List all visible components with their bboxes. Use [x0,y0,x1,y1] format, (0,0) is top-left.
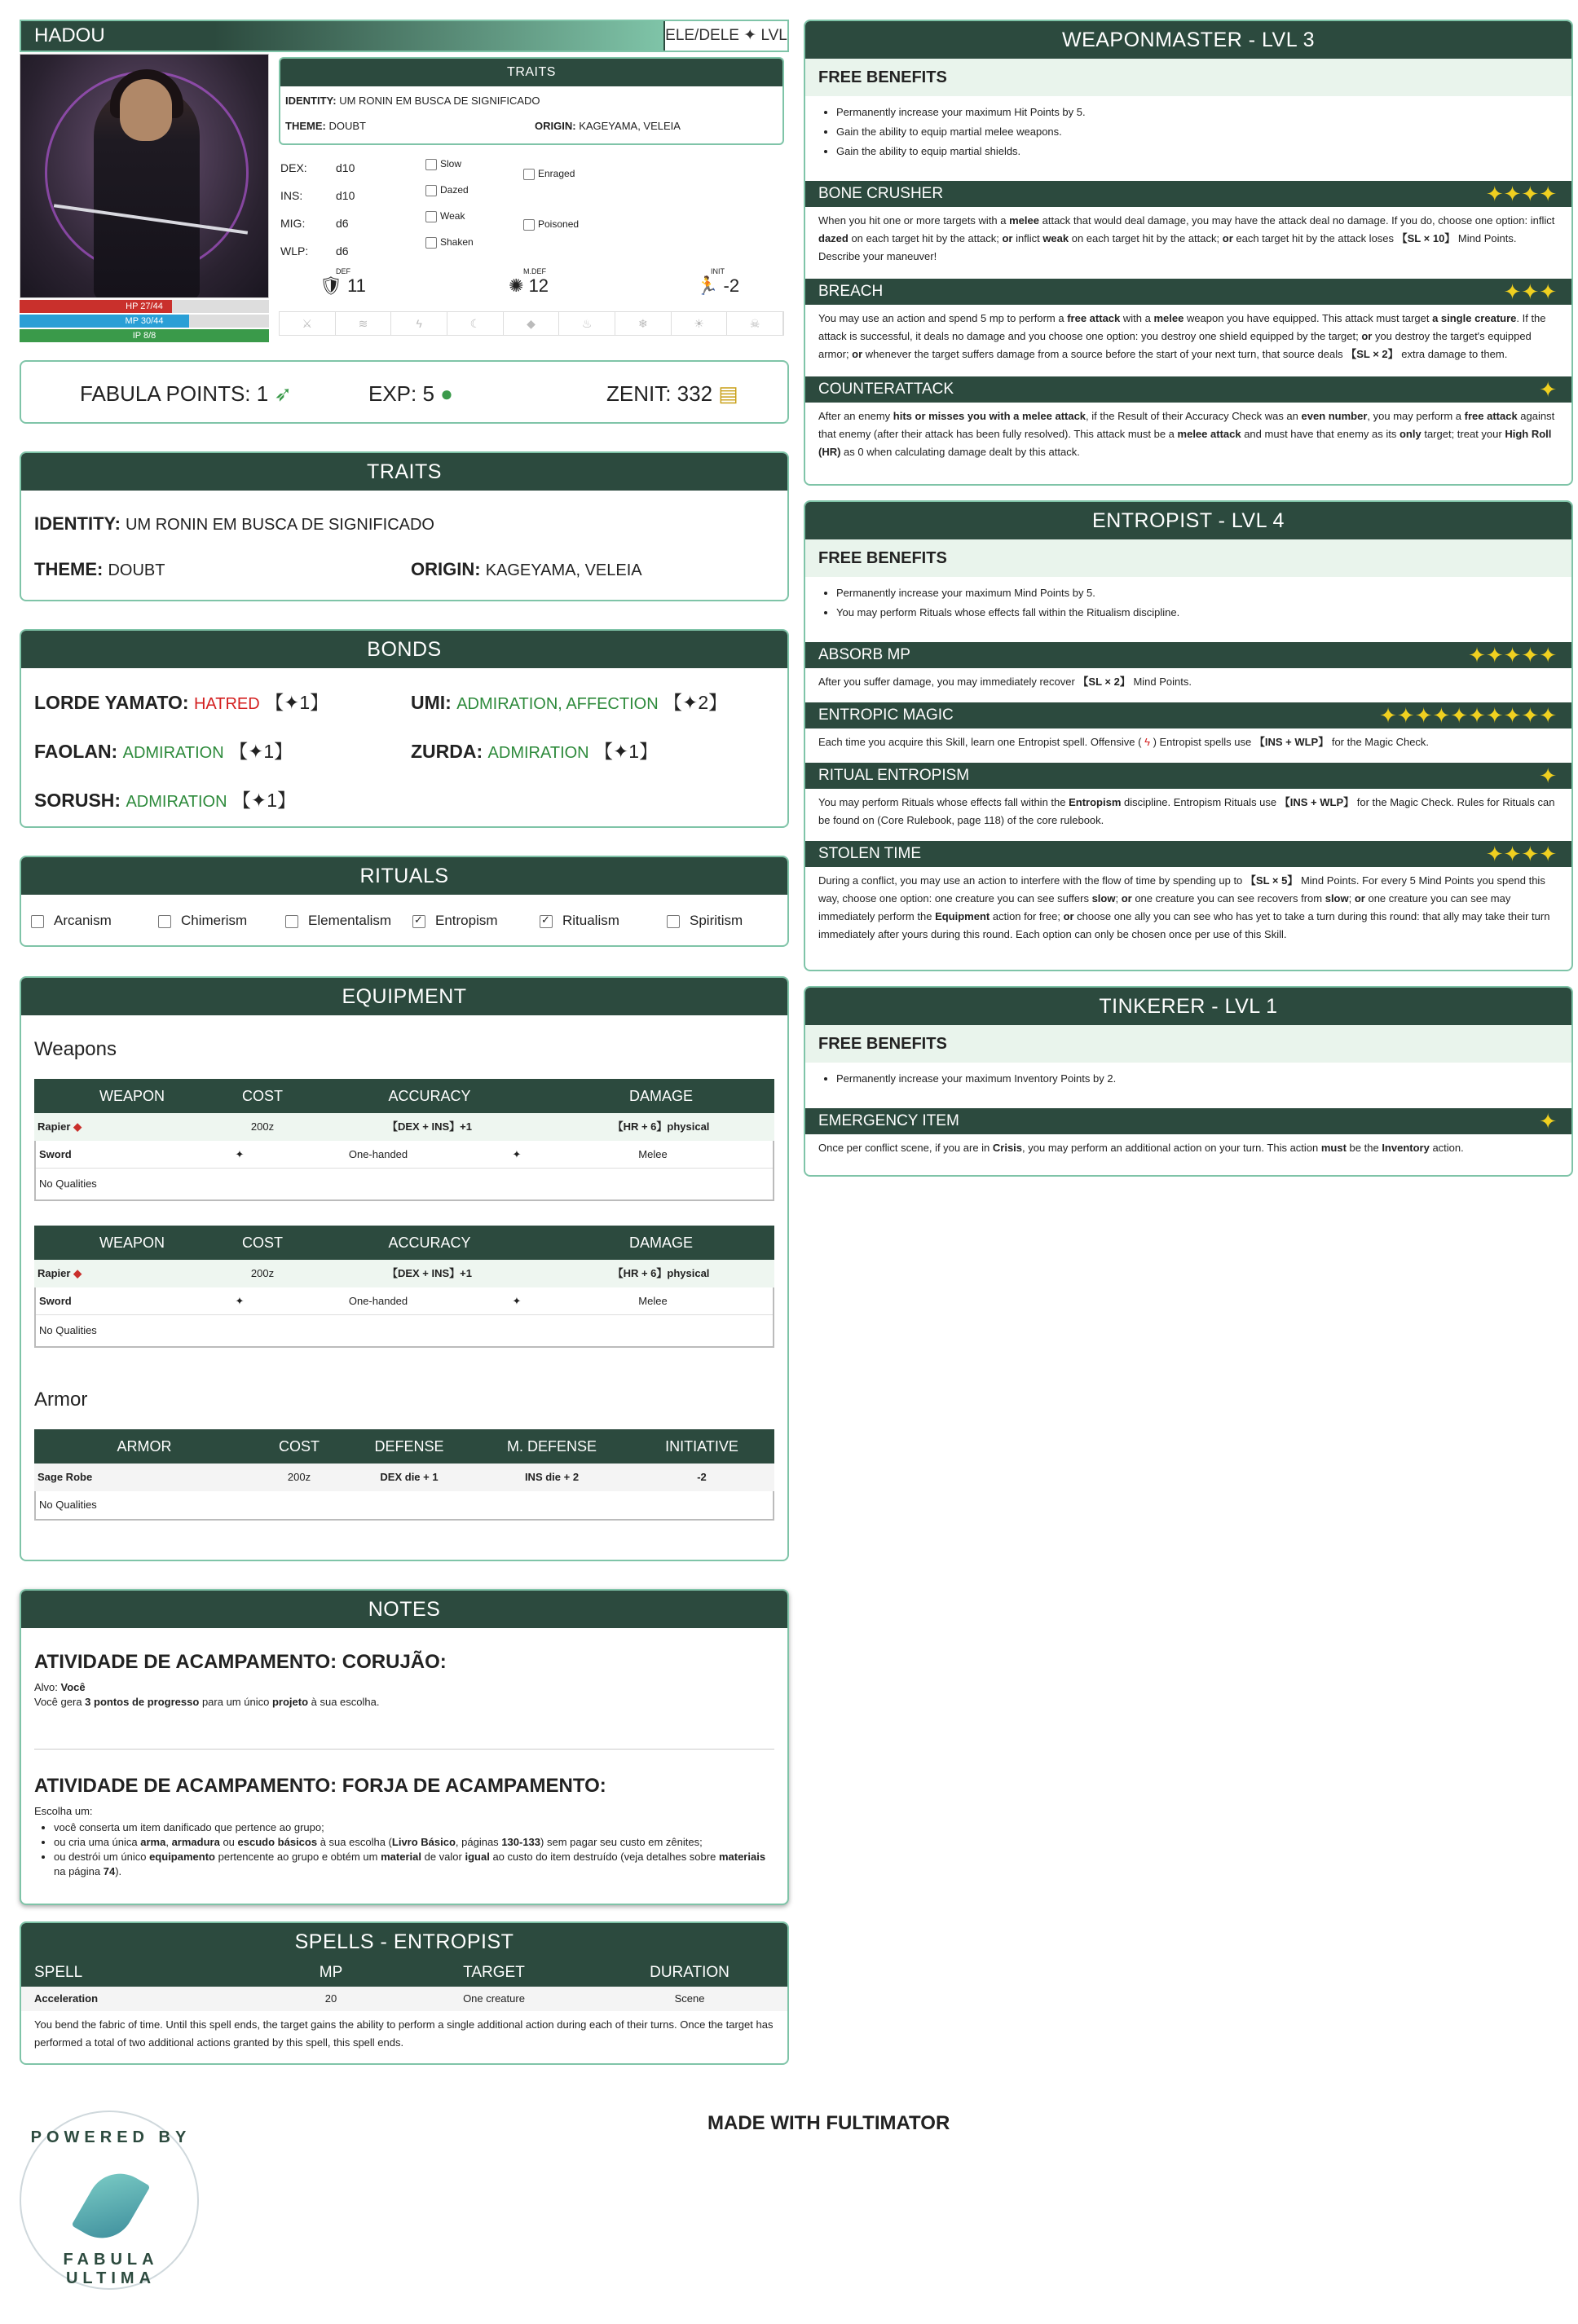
spell-row: Acceleration 20 One creature Scene [21,1987,787,2011]
note2-body: Escolha um: • você conserta um item danificado que pertence ao grupo; • ou cria uma única arma, armadura ou escudo básicos à sua escolha (Livro Básico, páginas 130-133) sem pagar seu custo em zênites; • ou destrói um único equipamento pertencente ao grupo e obtém um material de valor igual ao custo do item destruído (veja detalhes sobre materiais na página 74). [34,1804,768,1879]
status-shaken[interactable]: Shaken [425,236,474,249]
ritual-checkbox[interactable] [540,915,553,928]
status-slow[interactable]: Slow [425,158,461,170]
entropic-magic-desc: Each time you acquire this Skill, learn one Entropist spell. Offensive ( ϟ ) Entropist spells use 【INS + WLP】 for the Magic Check. [818,736,1430,748]
skill-stars-icon: ✦✦✦✦✦ [1468,643,1557,667]
mini-traits-title: TRAITS [280,59,782,86]
skill-stars-icon: ✦ [1539,377,1557,402]
mini-traits-box: TRAITS IDENTITY: UM RONIN EM BUSCA DE SIGNIFICADO THEME: DOUBT ORIGIN: KAGEYAMA, VELEIA [279,57,784,145]
bonds-card [20,629,789,828]
spell-desc: You bend the fabric of time. Until this spell ends, the target gains the ability to perform a single additional action during each of their turns. Once the target has performed a total of two additional actions granted by this spell, this spell ends. [34,2018,774,2049]
weaponmaster-title: WEAPONMASTER - LVL 3 [805,21,1571,59]
armor-heading: Armor [34,1389,88,1411]
mini-theme: DOUBT [328,120,366,132]
tink-free-title: FREE BENEFITS [805,1025,1571,1063]
made-with-label: MADE WITH FULTIMATOR [707,2112,950,2134]
feather-icon: ➶ [274,381,293,406]
ritual-entropism-desc: You may perform Rituals whose effects fall within the Entropism discipline. Entropism Rituals use 【INS + WLP】 for the Magic Check. Rules for Rituals can be found on (Core Rulebook, page 118) of the core rulebook. [818,796,1555,826]
mdef-value: ✺ 12 [509,275,549,296]
skill-stolen-time: STOLEN TIME ✦✦✦✦ [805,841,1571,867]
bonds-title: BONDS [21,631,787,668]
character-sheet [20,20,789,346]
skill-stars-icon: ✦✦✦✦ [1485,842,1557,866]
coins-icon: ▤ [718,381,738,406]
attr-dex-die: d10 [336,161,355,174]
mp-bar: MP 30/44 [20,315,269,328]
spells-card: SPELLS - ENTROPIST SPELL MP TARGET DURATION Acceleration 20 One creature Scene You bend the fabric of time. Until this spell ends, the target gains the ability to perform a single additional action during each of their turns. Once the target has performed a total of two additional actions granted by this spell, this spell ends. [20,1921,789,2065]
ritual-chimerism[interactable]: Chimerism [158,913,247,929]
note2-title: ATIVIDADE DE ACAMPAMENTO: FORJA DE ACAMPAMENTO: [34,1775,606,1797]
spells-title: SPELLS - ENTROPIST [21,1923,787,1961]
skill-entropic-magic: ENTROPIC MAGIC ✦✦✦✦✦✦✦✦✦✦ [805,702,1571,728]
poison-icon: ☠ [727,312,783,335]
entropist-title: ENTROPIST - LVL 4 [805,502,1571,539]
notes-title: NOTES [21,1591,787,1628]
tinkerer-card [804,986,1573,1177]
skill-stars-icon: ✦✦✦ [1503,279,1557,304]
skill-stars-icon: ✦✦✦✦ [1485,182,1557,206]
exp-points: EXP: 5 ● [368,381,453,406]
bond-item: ZURDA: ADMIRATION 【✦1】 [411,741,659,762]
rituals-title: RITUALS [21,857,787,895]
skill-stars-icon: ✦ [1539,764,1557,788]
points-bar [20,360,789,424]
wm-free-list: • Permanently increase your maximum Hit Points by 5. • Gain the ability to equip martial melee weapons. • Gain the ability to equip martial shields. [805,96,1571,181]
character-titlebar [20,20,789,52]
mini-identity: UM RONIN EM BUSCA DE SIGNIFICADO [339,95,540,107]
bond-item: UMI: ADMIRATION, AFFECTION 【✦2】 [411,692,728,713]
magic-shield-icon: ✺ [509,275,524,296]
ritual-arcanism[interactable]: Arcanism [31,913,112,929]
skill-stars-icon: ✦ [1539,1109,1557,1133]
weapon-type-icon: ◆ [73,1267,82,1279]
mini-origin: KAGEYAMA, VELEIA [579,120,681,132]
earth-icon: ◆ [504,312,560,335]
ritual-entropism[interactable]: ✓ Entropism [412,913,498,929]
emergency-item-desc: Once per conflict scene, if you are in Crisis, you may perform an additional action on your turn. This action must be the Inventory action. [818,1142,1464,1154]
bone-crusher-desc: When you hit one or more targets with a melee attack that would deal damage, you may have the attack deal no damage. If you do, choose one option: inflict dazed on each target hit by the attack; or inflict weak on each target hit by the attack; or each target hit by the attack loses 【SL × 10】 Mind Points. Describe your maneuver! [818,214,1555,262]
defense-row: DEF 🛡 11 M.DEF ✺ 12 INIT 🏃 -2 [320,267,740,296]
ent-free-list: • Permanently increase your maximum Mind Points by 5. • You may perform Rituals whose effects fall within the Ritualism discipline. [805,577,1571,642]
ritual-checkbox[interactable] [31,915,44,928]
armor-name: Sage Robe [37,1471,93,1483]
skill-bone-crusher: BONE CRUSHER ✦✦✦✦ [805,181,1571,207]
weapon-table: WEAPON COST ACCURACY DAMAGE Rapier ◆ 200z 【DEX + INS】+1 【HR + 6】physical Sword ✦ One-handed ✦ Melee No Qualities [34,1226,774,1348]
rituals-card [20,856,789,947]
status-dazed[interactable]: Dazed [425,184,469,196]
wind-icon: ≋ [336,312,392,335]
skill-breach: BREACH ✦✦✦ [805,279,1571,305]
skill-stars-icon: ✦✦✦✦✦✦✦✦✦✦ [1379,703,1557,728]
entropist-card [804,500,1573,971]
notes-card [20,1589,789,1905]
status-enraged[interactable]: Enraged [523,168,575,180]
skill-absorb-mp: ABSORB MP ✦✦✦✦✦ [805,642,1571,668]
ritual-checkbox[interactable] [412,915,425,928]
equipment-card [20,976,789,1561]
fire-icon: ♨ [559,312,615,335]
character-portrait [20,54,269,298]
weapon-name: Rapier ◆ [37,1267,82,1279]
tinkerer-title: TINKERER - LVL 1 [805,988,1571,1025]
bolt-icon: ϟ [1144,736,1150,748]
armor-table: ARMOR COST DEFENSE M. DEFENSE INITIATIVE Sage Robe 200z DEX die + 1 INS die + 2 -2 No Qualities [34,1429,774,1521]
fabula-ultima-badge: POWERED BY FABULA ULTIMA [20,2111,199,2290]
bond-item: LORDE YAMATO: HATRED 【✦1】 [34,692,329,713]
bond-item: FAOLAN: ADMIRATION 【✦1】 [34,741,293,762]
traits-card: TRAITS IDENTITY: UM RONIN EM BUSCA DE SIGNIFICADO THEME: DOUBT ORIGIN: KAGEYAMA, VELEIA [20,451,789,601]
dark-icon: ☾ [447,312,504,335]
init-value: 🏃 -2 [696,275,740,296]
bond-item: SORUSH: ADMIRATION 【✦1】 [34,790,296,811]
traits-identity: UM RONIN EM BUSCA DE SIGNIFICADO [126,516,434,534]
attr-ins-label: INS: [280,189,303,202]
attr-wlp-die: d6 [336,244,349,257]
weapon-type-icon: ◆ [73,1120,82,1133]
attr-dex-label: DEX: [280,161,307,174]
bolt-icon: ϟ [391,312,447,335]
ritual-checkbox[interactable] [158,915,171,928]
physical-icon: ⚔ [280,312,336,335]
status-weak[interactable]: Weak [425,210,465,222]
def-value: 🛡 11 [320,275,366,296]
weapon-table: WEAPON COST ACCURACY DAMAGE Rapier ◆ 200z 【DEX + INS】+1 【HR + 6】physical Sword ✦ One-handed ✦ Melee No Qualities [34,1079,774,1201]
ritual-checkbox[interactable] [285,915,298,928]
hp-bar: HP 27/44 [20,300,269,313]
note1-body: Alvo: Você Você gera 3 pontos de progresso para um único projeto à sua escolha. [34,1681,380,1708]
light-icon: ☀ [672,312,728,335]
counterattack-desc: After an enemy hits or misses you with a melee attack, if the Result of their Accuracy Check was an even number, you may perform a free attack against that enemy (after their attack has been fully resolved). This attack must be a melee attack and must have that enemy as its only target; treat your High Roll (HR) as 0 when calculating damage dealt by this attack. [818,410,1555,458]
zenit-points: ZENIT: 332 ▤ [606,381,738,406]
traits-origin: KAGEYAMA, VELEIA [485,561,642,579]
traits-title: TRAITS [21,453,787,491]
ritual-spiritism[interactable]: Spiritism [667,913,743,929]
weaponmaster-card [804,20,1573,486]
breach-desc: You may use an action and spend 5 mp to perform a free attack with a melee weapon you have equipped. This attack must target a single creature. If the attack is successful, it deals no damage and you choose one option: you destroy one shield equipped by the target; or you destroy the target's equipped armor; or whenever the target suffers damage from a source before the start of your next turn, that source deals 【SL × 2】 extra damage to them. [818,312,1546,360]
absorb-mp-desc: After you suffer damage, you may immediately recover 【SL × 2】 Mind Points. [818,676,1192,688]
ip-bar: IP 8/8 [20,329,269,342]
status-poisoned[interactable]: Poisoned [523,218,579,231]
weapons-heading: Weapons [34,1038,117,1060]
skill-emergency-item: EMERGENCY ITEM ✦ [805,1108,1571,1134]
equipment-title: EQUIPMENT [21,978,787,1015]
attr-mig-die: d6 [336,217,349,230]
ritual-elementalism[interactable]: Elementalism [285,913,391,929]
note1-title: ATIVIDADE DE ACAMPAMENTO: CORUJÃO: [34,1651,447,1673]
ritual-ritualism[interactable]: ✓ Ritualism [540,913,619,929]
ice-icon: ❄ [615,312,672,335]
attr-ins-die: d10 [336,189,355,202]
attr-wlp-label: WLP: [280,244,309,257]
wm-free-title: FREE BENEFITS [805,59,1571,96]
traits-theme: DOUBT [108,561,165,579]
stolen-time-desc: During a conflict, you may use an action to interfere with the flow of time by spending up to 【SL × 5】 Mind Points. For every 5 Mind Points you spend this way, choose one option: one creature you can see suffers slow; or one creature you can see recovers from slow; or one creature you can see may immediately perform the Equipment action for free; or choose one ally you can see who has yet to take a turn during this round: that ally may take their turn immediately after yours during this round. Each option can only be chosen once per use of this Skill. [818,874,1550,940]
tink-free-list: • Permanently increase your maximum Inventory Points by 2. [805,1063,1571,1108]
attr-mig-label: MIG: [280,217,306,230]
turtle-icon: ● [440,381,453,406]
shield-icon: 🛡 [320,275,342,296]
skill-ritual-entropism: RITUAL ENTROPISM ✦ [805,763,1571,789]
character-name: HADOU [21,21,663,51]
ritual-checkbox[interactable] [667,915,680,928]
attributes-panel [279,153,784,267]
feather-icon [72,2162,151,2250]
fabula-points: FABULA POINTS: 1 ➶ [80,381,293,406]
skill-counterattack: COUNTERATTACK ✦ [805,376,1571,403]
running-icon: 🏃 [696,275,719,296]
character-pronouns-level: ELE/DELE ✦ LVL [663,21,787,51]
ent-free-title: FREE BENEFITS [805,539,1571,577]
weapon-name: Rapier ◆ [37,1120,82,1133]
affinity-row [279,311,784,336]
